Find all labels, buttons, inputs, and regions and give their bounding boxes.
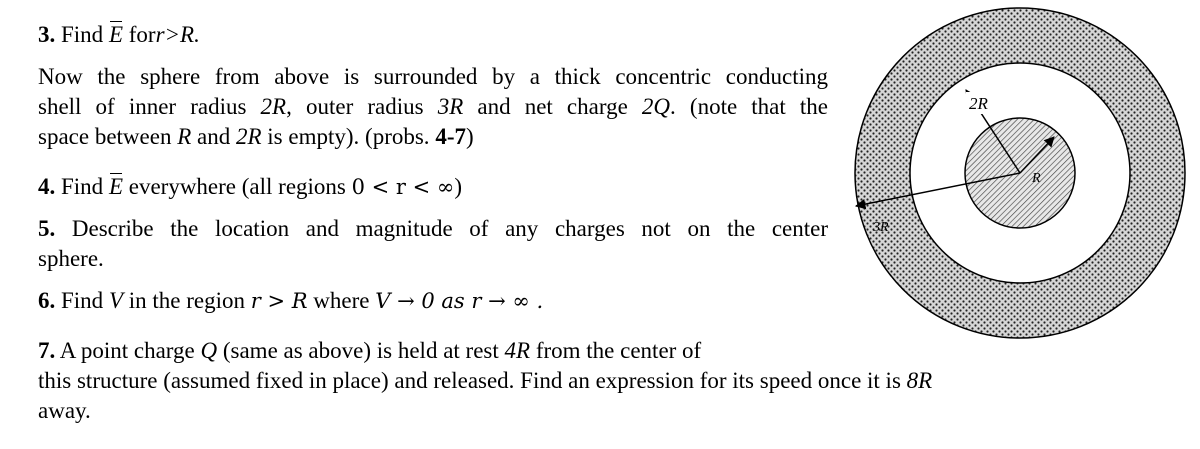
question-6-condition: r > R	[250, 289, 308, 313]
question-4-close: )	[454, 174, 463, 199]
question-7	[38, 336, 932, 426]
charge-q: Q	[200, 338, 218, 363]
question-3-text: for	[128, 22, 156, 47]
distance-4r: 4R	[504, 338, 531, 363]
question-4-find: Find	[61, 174, 104, 199]
intro-text: and	[197, 124, 231, 149]
outer-radius: 3R	[437, 94, 464, 119]
intro-line-2	[38, 92, 828, 122]
question-7-text: this structure (assumed fixed in place) and released. Find an expression for its speed once it is	[38, 368, 901, 393]
label-2r: 2R	[969, 94, 988, 113]
question-3-condition: r>R.	[155, 22, 200, 47]
e-vector-symbol: E	[109, 170, 123, 202]
radius-r: R	[177, 124, 192, 149]
intro-text: and net charge	[477, 94, 628, 119]
question-4-text: everywhere (all regions	[128, 174, 346, 199]
question-3-find: Find	[61, 22, 104, 47]
question-3-number: 3.	[38, 22, 56, 47]
question-7-text: from the center of	[535, 338, 702, 363]
question-7-text: (same as above) is held at rest	[222, 338, 499, 363]
inner-radius: 2R	[260, 94, 287, 119]
question-5-text: Describe the location and magnitude of any charges not on the center	[71, 216, 828, 241]
label-3r: 3R	[873, 220, 889, 235]
intro-text: . (note that the	[670, 94, 828, 119]
concentric-shell-figure	[842, 0, 1198, 346]
intro-text: )	[465, 124, 474, 149]
question-5-line-1	[38, 214, 828, 244]
distance-8r: 8R	[906, 368, 933, 393]
label-r: R	[1032, 171, 1041, 186]
question-7-text: A point charge	[59, 338, 195, 363]
question-6	[38, 286, 543, 316]
question-6-text: where	[313, 288, 370, 313]
question-7-number: 7.	[38, 338, 56, 363]
intro-text: shell of inner radius	[38, 94, 247, 119]
question-4	[38, 170, 462, 202]
intro-text: , outer radius	[286, 94, 424, 119]
intro-line-1: Now the sphere from above is surrounded by a thick concentric conducting	[38, 64, 828, 89]
question-7-line-2	[38, 366, 932, 396]
intro-line-3	[38, 122, 828, 152]
problem-reference: 4-7	[435, 124, 466, 149]
potential-symbol: V	[108, 288, 123, 313]
intro-text: is empty). (probs.	[267, 124, 430, 149]
question-5-number: 5.	[38, 216, 56, 241]
question-6-text: in the region	[128, 288, 245, 313]
question-6-limit: V → 0 as r → ∞ .	[375, 289, 544, 313]
question-7-line-1	[38, 336, 932, 366]
question-5	[38, 214, 828, 274]
question-6-number: 6.	[38, 288, 56, 313]
radius-2r: 2R	[235, 124, 262, 149]
question-4-range: 0 < r < ∞	[351, 175, 455, 199]
question-6-text: Find	[61, 288, 104, 313]
question-5-line-2: sphere.	[38, 246, 104, 271]
intro-text: space between	[38, 124, 172, 149]
question-7-line-3: away.	[38, 398, 91, 423]
net-charge: 2Q	[641, 94, 671, 119]
question-4-number: 4.	[38, 174, 56, 199]
e-vector-symbol: E	[109, 18, 123, 50]
intro-paragraph	[38, 62, 828, 152]
question-3	[38, 18, 200, 50]
